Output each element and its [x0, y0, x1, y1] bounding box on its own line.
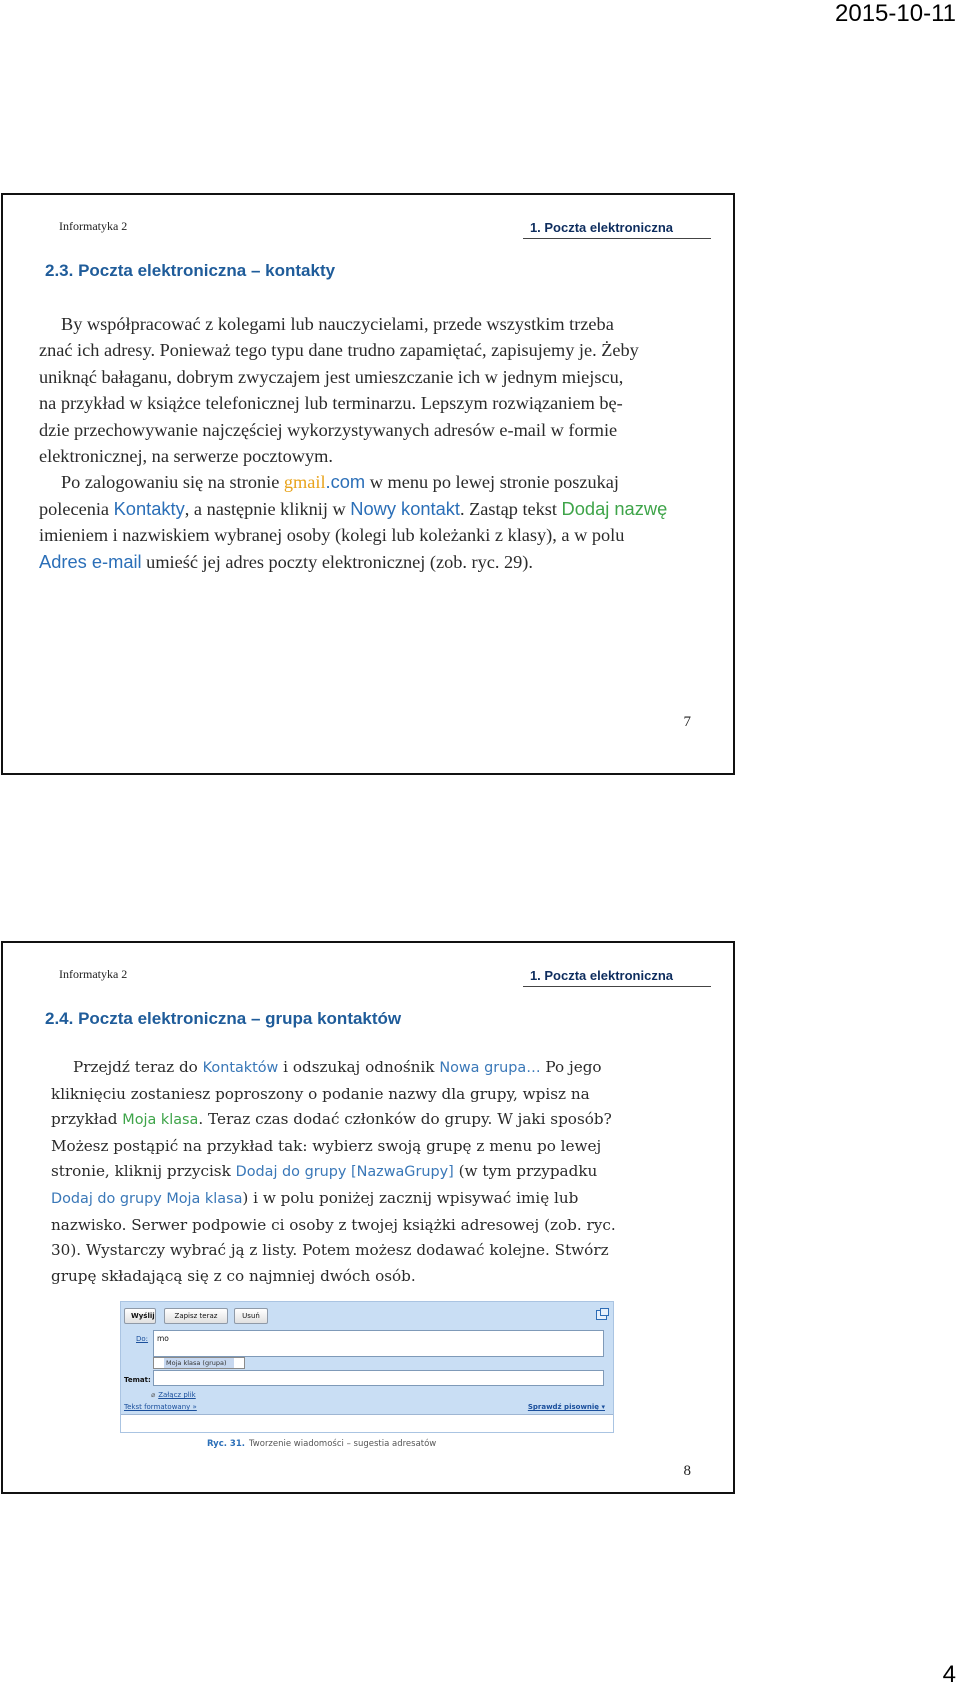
header-rule: [523, 986, 711, 987]
keyword-email-address: Adres e-mail: [39, 550, 142, 572]
text-line: [51, 1055, 663, 1082]
keyword-contacts: Kontakty: [113, 497, 185, 519]
print-date: 2015-10-11: [835, 0, 956, 27]
caption-text: Tworzenie wiadomości – sugestia adresatów: [249, 1439, 437, 1449]
to-field[interactable]: mo: [153, 1330, 604, 1357]
text-run: umieść jej adres poczty elektronicznej (zob. ryc. 29).: [141, 551, 533, 572]
popout-icon[interactable]: [596, 1310, 607, 1320]
text-line: By współpracować z kolegami lub nauczycielami, przede wszystkim trzeba: [61, 314, 614, 334]
text-line: 30). Wystarczy wybrać ją z listy. Potem możesz dodawać kolejne. Stwórz: [51, 1241, 609, 1260]
text-run: Przejdź teraz do: [73, 1058, 203, 1076]
text-line: grupę składającą się z co najmniej dwóch osób.: [51, 1266, 416, 1285]
text-line: Możesz postąpić na przykład tak: wybierz swoją grupę z menu po lewej: [51, 1136, 602, 1155]
text-run: . Teraz czas dodać członków do grupy. W jaki sposób?: [198, 1110, 612, 1129]
header-course: Informatyka 2: [59, 219, 128, 233]
gmail-link[interactable]: gmail: [283, 472, 326, 493]
attach-file-link[interactable]: [151, 1391, 196, 1399]
keyword-new-contact: Nowy kontakt: [350, 497, 460, 519]
keyword-contacts: Kontaktów: [202, 1060, 279, 1076]
text-line: [39, 549, 701, 575]
keyword-new-group: Nowa grupa…: [439, 1060, 541, 1076]
text-line: nazwisko. Serwer podpowie ci osoby z twojej książki adresowej (zob. ryc.: [51, 1215, 616, 1234]
section-title: 2.3. Poczta elektroniczna – kontakty: [45, 261, 336, 280]
gmail-compose-figure: [120, 1301, 614, 1433]
to-label[interactable]: Do:: [136, 1335, 149, 1343]
text-run: Po zalogowaniu się na stronie: [61, 472, 284, 493]
text-line: dzie przechowywanie najczęściej wykorzystywanych adresów e-mail w formie: [39, 419, 618, 440]
message-body-editor[interactable]: [121, 1414, 613, 1432]
text-line: na przykład w książce telefonicznej lub terminarzu. Lepszym rozwiązaniem bę-: [39, 393, 623, 414]
text-line: [51, 1107, 663, 1134]
body-text: [51, 1055, 663, 1289]
header-chapter: 1. Poczta elektroniczna: [529, 220, 673, 235]
paperclip-icon: ⌀: [151, 1391, 156, 1399]
autocomplete-dropdown[interactable]: [153, 1357, 245, 1369]
keyword-add-to-my-class: Dodaj do grupy Moja klasa: [51, 1190, 243, 1207]
text-run: , a następnie kliknij w: [184, 498, 351, 519]
text-run: w menu po lewej stronie poszukaj: [365, 472, 620, 493]
caption-number: Ryc. 31.: [207, 1439, 245, 1449]
save-now-button[interactable]: Zapisz teraz: [164, 1308, 228, 1324]
text-run: ) i w polu poniżej zacznij wpisywać imię lub: [242, 1188, 579, 1207]
attach-file-label: Załącz plik: [158, 1391, 196, 1399]
slide-page-number: 7: [683, 714, 691, 730]
slide-7: [1, 193, 735, 775]
gmail-domain: .com: [325, 471, 366, 493]
text-run: Po jego: [540, 1058, 602, 1076]
rich-text-link[interactable]: Tekst formatowany »: [124, 1403, 197, 1411]
subject-field[interactable]: [153, 1370, 604, 1386]
text-line: imieniem i nazwiskiem wybranej osoby (kolegi lub koleżanki z klasy), a w polu: [39, 525, 625, 546]
discard-button[interactable]: Usuń: [234, 1308, 268, 1324]
text-line: [39, 496, 701, 522]
text-run: stronie, kliknij przycisk: [51, 1162, 236, 1181]
body-text: [39, 311, 701, 575]
header-rule: [523, 238, 711, 239]
text-line: [51, 1186, 663, 1213]
text-run: i odszukaj odnośnik: [278, 1058, 440, 1076]
send-button[interactable]: Wyślij: [124, 1308, 156, 1324]
text-line: [39, 469, 701, 495]
section-title: 2.4. Poczta elektroniczna – grupa kontaktów: [45, 1009, 402, 1028]
keyword-add-name: Dodaj nazwę: [561, 497, 668, 519]
suggestion-item[interactable]: Moja klasa (grupa): [164, 1358, 234, 1368]
text-line: elektronicznej, na serwerze pocztowym.: [39, 446, 333, 467]
text-run: polecenia: [39, 498, 114, 519]
figure-caption: [207, 1439, 436, 1449]
slide-page-number: 8: [683, 1463, 691, 1479]
text-line: kliknięciu zostaniesz poproszony o podanie nazwy dla grupy, wpisz na: [51, 1084, 590, 1103]
text-line: uniknąć bałaganu, dobrym zwyczajem jest umieszczanie ich w jednym miejscu,: [39, 366, 624, 387]
slide-8: [1, 941, 735, 1494]
subject-label: Temat:: [124, 1376, 151, 1384]
text-line: znać ich adresy. Ponieważ tego typu dane trudno zapamiętać, zapisujemy je. Żeby: [39, 340, 639, 361]
spell-check-link[interactable]: Sprawdź pisownię ▾: [527, 1403, 605, 1411]
header-chapter: 1. Poczta elektroniczna: [529, 968, 673, 983]
keyword-my-class: Moja klasa: [122, 1112, 199, 1129]
text-run: przykład: [51, 1110, 123, 1129]
header-course: Informatyka 2: [59, 967, 128, 981]
print-page-number: 4: [942, 1661, 956, 1688]
text-run: . Zastąp tekst: [460, 498, 562, 519]
keyword-add-to-group: Dodaj do grupy [NazwaGrupy]: [235, 1164, 454, 1181]
text-run: (w tym przypadku: [453, 1162, 598, 1181]
text-line: [51, 1159, 663, 1186]
